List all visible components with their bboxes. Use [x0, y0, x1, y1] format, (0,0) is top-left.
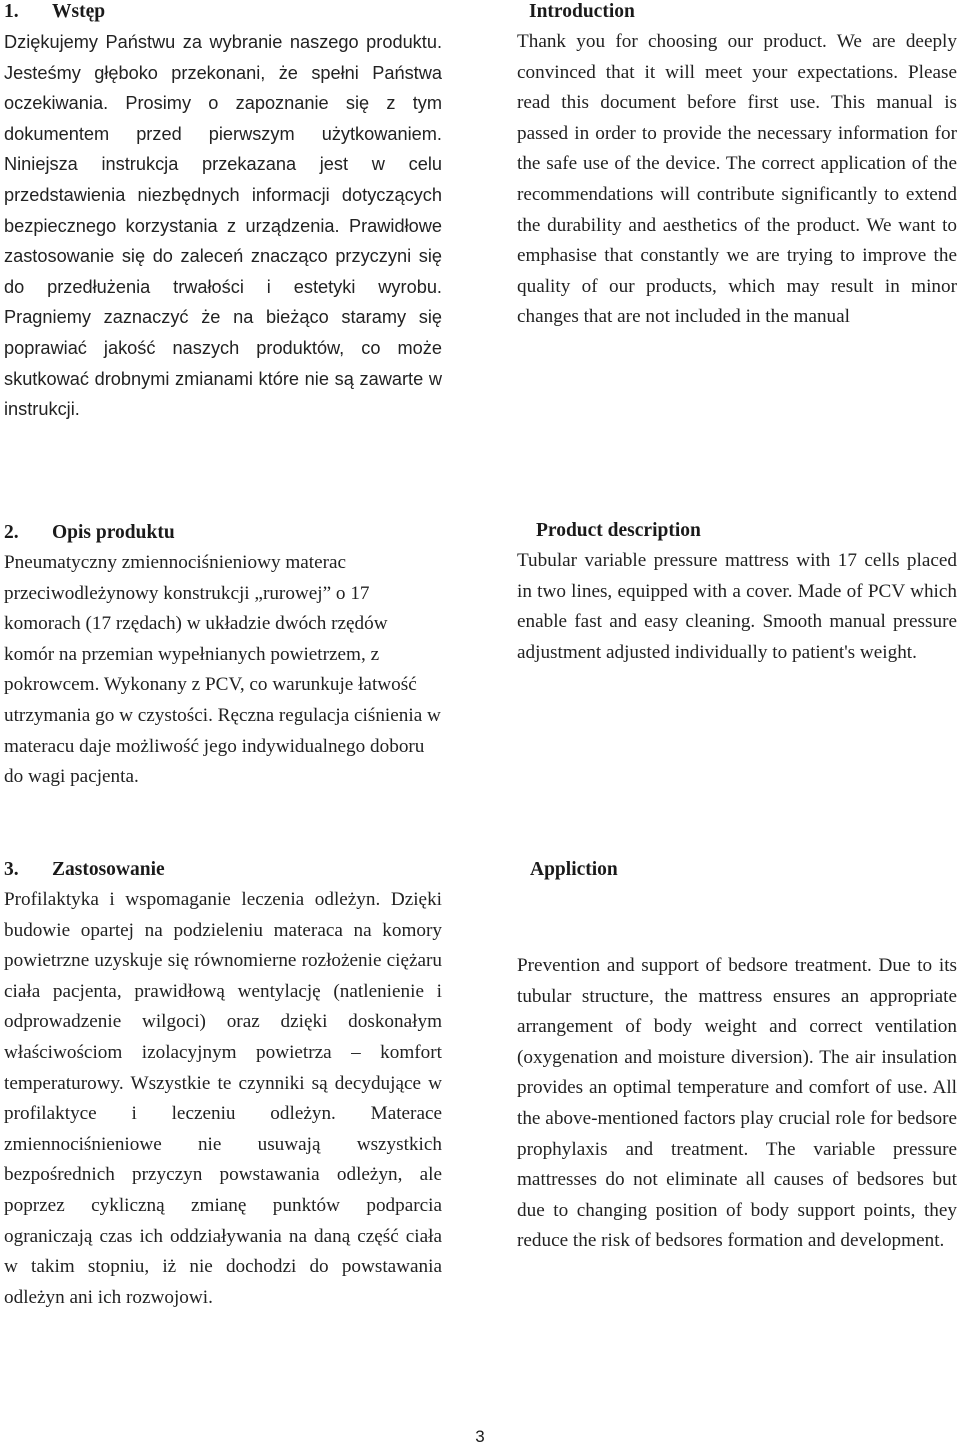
section-application	[517, 858, 957, 1257]
section-paragraph: Tubular variable pressure mattress with 17 cells placed in two lines, equipped with a cover. Made of PCV which enable fast and easy cleaning. Smooth manual pressure adjustment adjusted individually to patient's weight.	[517, 550, 957, 663]
section-title: Appliction	[530, 859, 618, 880]
section-paragraph: Profilaktyka i wspomaganie leczenia odleżyn. Dzięki budowie opartej na podzieleniu materaca na komory powietrzne uzyskuje się równomierne rozłożenie ciężaru ciała pacjenta, prawidłową wentylację (natlenienie i odprowadzenie wilgoci) oraz dzięki doskonałym właściwościom izolacyjnym powietrza – komfort temperaturowy. Wszystkie te czynniki są decydujące w profilaktyce i leczeniu odleżyn. Materace zmiennociśnieniowe nie usuwają wszystkich bezpośrednich przyczyn powstawania odleżyn, ale poprzez cykliczną zmianę punktów podparcia ograniczają czas ich oddziaływania na daną część ciała w takim stopniu, iż nie dochodzi do powstawania odleżyn ani ich rozwojowi.	[4, 889, 442, 1308]
section-number: 1.	[4, 1, 19, 22]
section-title: Product description	[536, 520, 701, 541]
section-opis-produktu	[4, 521, 442, 793]
section-paragraph: Pneumatyczny zmiennociśnieniowy materac przeciwodleżynowy konstrukcji „rurowej” o 17 komorach (17 rzędach) w układzie dwóch rzędów komór na przemian wypełnianych powietrzem, z pokrowcem. Wykonany z PCV, co warunkuje łatwość utrzymania go w czystości. Ręczna regulacja ciśnienia w materacu daje możliwość jego indywidualnego doboru do wagi pacjenta.	[4, 552, 441, 788]
section-paragraph: Prevention and support of bedsore treatment. Due to its tubular structure, the mattress ensures an appropriate arrangement of body weight and correct ventilation (oxygenation and moisture diversion). The air insulation provides an optimal temperature and comfort of use. All the above-mentioned factors play crucial role for bedsore prophylaxis and treatment. The variable pressure mattresses do not eliminate all causes of bedsores but due to changing position of body support points, they reduce the risk of bedsores formation and development.	[517, 955, 957, 1252]
section-number: 3.	[4, 859, 19, 880]
section-introduction	[517, 0, 957, 333]
section-title: Wstęp	[52, 1, 106, 22]
section-wstep	[4, 0, 442, 425]
section-heading	[4, 521, 442, 545]
section-title: Introduction	[529, 1, 635, 22]
page-number: 3	[475, 1427, 485, 1446]
section-paragraph: Dziękujemy Państwu za wybranie naszego produktu. Jesteśmy głęboko przekonani, że spełni Państwa oczekiwania. Prosimy o zapoznanie się z tym dokumentem przed pierwszym użytkowaniem. Niniejsza instrukcja przekazana jest w celu przedstawienia niezbędnych informacji dotyczących bezpiecznego korzystania z urządzenia. Prawidłowe zastosowanie się do zaleceń znacząco przyczyni się do przedłużenia trwałości i estetyki wyrobu. Pragniemy zaznaczyć że na bieżąco staramy się poprawiać jakość naszych produktów, co może skutkować drobnymi zmianami które nie są zawarte w instrukcji.	[4, 32, 442, 420]
section-zastosowanie	[4, 858, 442, 1313]
section-heading	[4, 0, 442, 24]
section-number: 2.	[4, 522, 19, 543]
section-paragraph: Thank you for choosing our product. We are deeply convinced that it will meet your expectations. Please read this document before first use. This manual is passed in order to provide the necessary information for the safe use of the device. The correct application of the recommendations will contribute significantly to extend the durability and aesthetics of the product. We want to emphasise that constantly we are trying to improve the quality of our products, which may result in minor changes that are not included in the manual	[517, 31, 957, 328]
section-title: Zastosowanie	[52, 859, 165, 880]
section-title: Opis produktu	[52, 522, 175, 543]
section-heading	[4, 858, 442, 882]
section-product-description	[517, 519, 957, 668]
